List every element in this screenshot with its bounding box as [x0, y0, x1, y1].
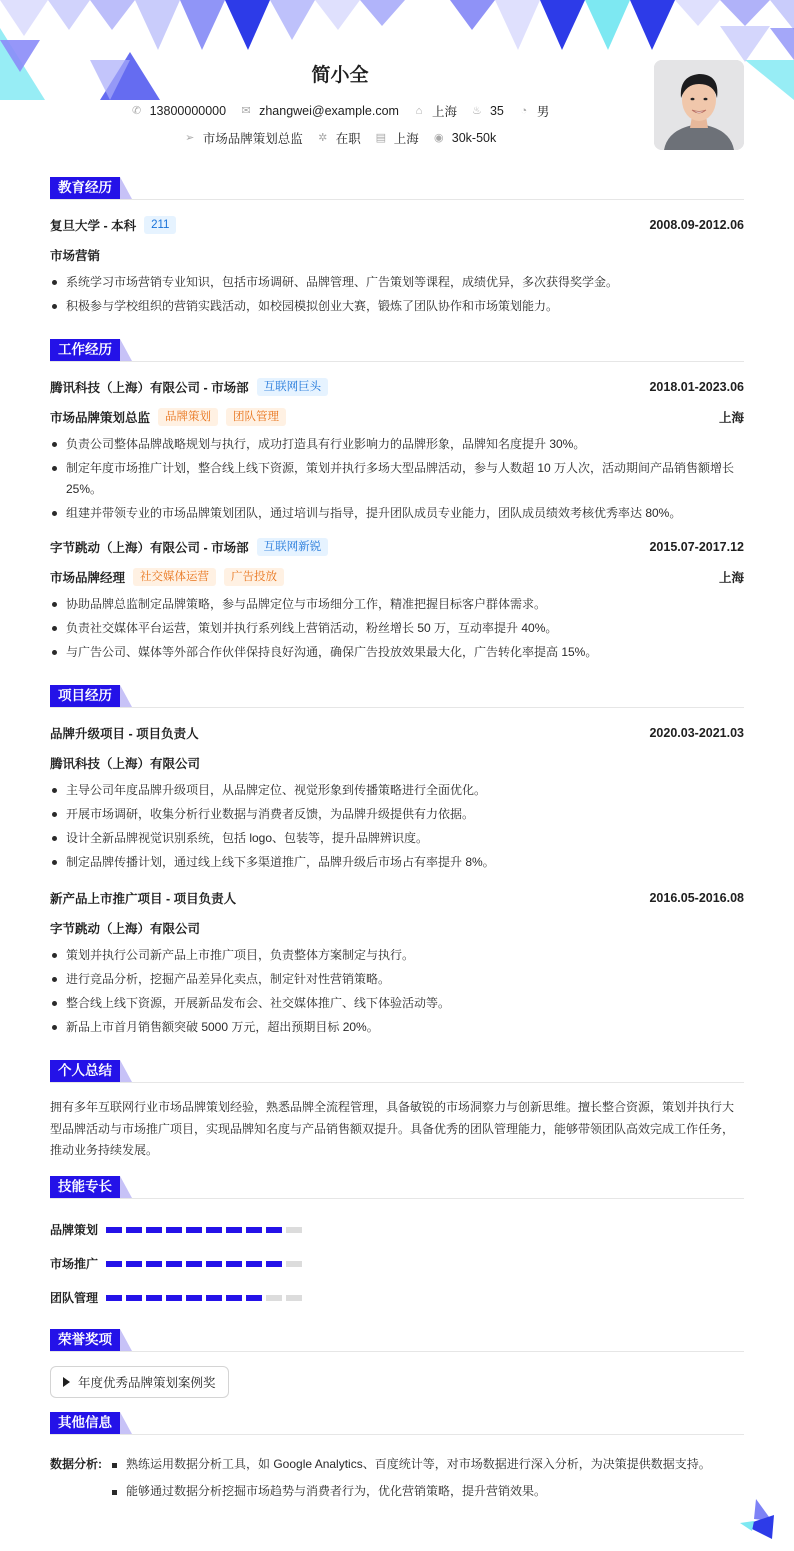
list-item: 主导公司年度品牌升级项目，从品牌定位、视觉形象到传播策略进行全面优化。 — [50, 780, 744, 801]
school-name: 复旦大学 - 本科 — [50, 219, 137, 233]
other-list — [110, 1451, 711, 1505]
gender-item — [518, 102, 550, 120]
award-item[interactable] — [50, 1366, 229, 1398]
list-item: 负责公司整体品牌战略规划与执行，成功打造具有行业影响力的品牌形象，品牌知名度提升 30%。 — [50, 434, 744, 455]
list-item: 组建并带领专业的市场品牌策划团队，通过培训与指导，提升团队成员专业能力，团队成员绩效考核优秀率达 80%。 — [50, 503, 744, 524]
other-title: 其他信息 — [50, 1412, 120, 1434]
skill-level-segment — [206, 1227, 222, 1233]
skill-level-segment — [106, 1295, 122, 1301]
phone-item — [131, 104, 226, 118]
list-item: 新品上市首月销售额突破 5000 万元，超出预期目标 20%。 — [50, 1017, 744, 1038]
skill-level-bar — [106, 1261, 306, 1267]
status-item — [317, 129, 361, 147]
skills-section — [50, 1176, 744, 1315]
other-section — [50, 1412, 744, 1505]
skill-level-segment — [186, 1295, 202, 1301]
project-org-row — [50, 748, 744, 778]
projects-title: 项目经历 — [50, 685, 120, 707]
skill-level-segment — [266, 1295, 282, 1301]
skill-level-segment — [266, 1227, 282, 1233]
role-tag: 社交媒体运营 — [133, 568, 216, 586]
role-tag: 品牌策划 — [158, 408, 218, 426]
work-bullets — [50, 434, 744, 524]
project-entry-header — [50, 718, 744, 748]
target-city-value: 上海 — [393, 132, 419, 146]
project-date: 2020.03-2021.03 — [649, 726, 744, 740]
skill-name: 品牌策划 — [50, 1223, 99, 1237]
company-tag: 互联网新锐 — [257, 538, 329, 556]
list-item: 积极参与学校组织的营销实践活动，如校园模拟创业大赛，锻炼了团队协作和市场策划能力。 — [50, 296, 744, 317]
skill-level-segment — [226, 1295, 242, 1301]
skill-item — [50, 1247, 403, 1281]
phone-value: 13800000000 — [149, 104, 227, 118]
avatar-icon — [654, 60, 744, 150]
skill-name: 市场推广 — [50, 1257, 99, 1271]
email-icon: ✉ — [241, 105, 251, 117]
summary-section — [50, 1060, 744, 1162]
skill-level-segment — [146, 1295, 162, 1301]
company-name: 腾讯科技（上海）有限公司 - 市场部 — [50, 381, 249, 395]
skill-level-segment — [246, 1261, 262, 1267]
job-title: 市场品牌策划总监 — [50, 411, 151, 425]
other-label: 数据分析: — [50, 1456, 102, 1471]
salary-value: 30k-50k — [451, 131, 497, 145]
projects-heading — [50, 685, 744, 708]
project-name: 新产品上市推广项目 - 项目负责人 — [50, 892, 237, 906]
skill-level-segment — [286, 1227, 302, 1233]
skill-level-segment — [226, 1227, 242, 1233]
summary-text: 拥有多年互联网行业市场品牌策划经验，熟悉品牌全流程管理，具备敏锐的市场洞察力与创新思维。擅长整合资源，策划并执行大型品牌活动与市场推广项目，实现品牌知名度与产品销售额双提升。具备优秀的团队管理能力，能够带领团队高效完成工作任务，推动业务持续发展。 — [50, 1100, 735, 1157]
major-row — [50, 240, 744, 270]
salary-item — [433, 131, 496, 145]
skill-level-segment — [286, 1261, 302, 1267]
skill-level-segment — [166, 1227, 182, 1233]
target-city-item — [375, 129, 419, 147]
skills-list — [50, 1209, 744, 1315]
skill-level-bar — [106, 1227, 306, 1233]
projects-section — [50, 685, 744, 1038]
skill-level-bar — [106, 1295, 306, 1301]
role-tag: 团队管理 — [226, 408, 286, 426]
work-bullets — [50, 594, 744, 663]
list-item: 熟练运用数据分析工具，如 Google Analytics、百度统计等，对市场数据进行深入分析，为决策提供数据支持。 — [110, 1451, 711, 1478]
coin-icon: ◉ — [433, 132, 444, 144]
skill-level-segment — [106, 1227, 122, 1233]
summary-heading — [50, 1060, 744, 1083]
list-item: 策划并执行公司新产品上市推广项目，负责整体方案制定与执行。 — [50, 945, 744, 966]
list-item: 制定品牌传播计划，通过线上线下多渠道推广，品牌升级后市场占有率提升 8%。 — [50, 852, 744, 873]
skill-level-segment — [166, 1295, 182, 1301]
status-icon: ✲ — [318, 132, 328, 144]
other-heading — [50, 1412, 744, 1435]
summary-title: 个人总结 — [50, 1060, 120, 1082]
award-name: 年度优秀品牌策划案例奖 — [78, 1375, 216, 1390]
company-name: 字节跳动（上海）有限公司 - 市场部 — [50, 541, 249, 555]
skill-level-segment — [206, 1295, 222, 1301]
skill-level-segment — [226, 1261, 242, 1267]
skill-level-segment — [206, 1261, 222, 1267]
send-icon: ➢ — [185, 132, 195, 144]
skill-level-segment — [146, 1227, 162, 1233]
list-item: 制定年度市场推广计划，整合线上线下资源，策划并执行多场大型品牌活动，参与人数超 10 万人次，活动期间产品销售额增长 25%。 — [50, 458, 744, 500]
awards-heading — [50, 1329, 744, 1352]
list-item: 开展市场调研，收集分析行业数据与消费者反馈，为品牌升级提供有力依据。 — [50, 804, 744, 825]
list-item: 整合线上线下资源，开展新品发布会、社交媒体推广、线下体验活动等。 — [50, 993, 744, 1014]
skill-level-segment — [126, 1261, 142, 1267]
skills-heading — [50, 1176, 744, 1199]
email-value: zhangwei@example.com — [259, 104, 399, 118]
education-heading — [50, 177, 744, 200]
work-role-row — [50, 562, 744, 592]
skill-level-segment — [286, 1295, 302, 1301]
job-title: 市场品牌经理 — [50, 571, 126, 585]
skill-level-segment — [126, 1227, 142, 1233]
education-title: 教育经历 — [50, 177, 120, 199]
major-name: 市场营销 — [50, 249, 101, 263]
other-info — [50, 1445, 744, 1505]
list-item: 协助品牌总监制定品牌策略，参与品牌定位与市场细分工作，精准把握目标客户群体需求。 — [50, 594, 744, 615]
company-tag: 互联网巨头 — [257, 378, 329, 396]
education-entry-header — [50, 210, 744, 240]
skills-title: 技能专长 — [50, 1176, 120, 1198]
work-title: 工作经历 — [50, 339, 120, 361]
city-value: 上海 — [431, 105, 457, 119]
profile-photo — [654, 60, 744, 150]
project-org: 字节跳动（上海）有限公司 — [50, 922, 201, 936]
work-entry-header — [50, 532, 744, 562]
role-tag: 广告投放 — [224, 568, 284, 586]
skill-level-segment — [126, 1295, 142, 1301]
footer-decoration — [740, 1499, 780, 1541]
resume-body — [50, 177, 744, 1519]
list-item: 与广告公司、媒体等外部合作伙伴保持良好沟通，确保广告投放效果最大化，广告转化率提高 15%。 — [50, 642, 744, 663]
city-item — [413, 102, 457, 120]
candidate-name: 简小全 — [311, 65, 369, 86]
skill-level-segment — [146, 1261, 162, 1267]
awards-section — [50, 1329, 744, 1398]
work-role-row — [50, 402, 744, 432]
work-section — [50, 339, 744, 663]
school-tag: 211 — [144, 216, 176, 234]
building-icon: ▤ — [375, 132, 386, 144]
skill-level-segment — [186, 1227, 202, 1233]
education-date: 2008.09-2012.06 — [649, 218, 744, 232]
project-entry-header — [50, 883, 744, 913]
skill-name: 团队管理 — [50, 1291, 99, 1305]
awards-title: 荣誉奖项 — [50, 1329, 120, 1351]
list-item: 系统学习市场营销专业知识，包括市场调研、品牌管理、广告策划等课程，成绩优异，多次获得奖学金。 — [50, 272, 744, 293]
work-date: 2018.01-2023.06 — [649, 380, 744, 394]
email-item — [240, 104, 399, 118]
project-bullets — [50, 945, 744, 1038]
list-item: 设计全新品牌视觉识别系统，包括 logo、包装等，提升品牌辨识度。 — [50, 828, 744, 849]
home-icon: ⌂ — [415, 105, 423, 117]
job-intent-row — [0, 129, 680, 147]
project-bullets — [50, 780, 744, 873]
play-icon — [63, 1377, 70, 1387]
skill-level-segment — [266, 1261, 282, 1267]
skill-level-segment — [246, 1227, 262, 1233]
education-bullets — [50, 272, 744, 317]
list-item: 进行竞品分析，挖掘产品差异化卖点，制定针对性营销策略。 — [50, 969, 744, 990]
work-date: 2015.07-2017.12 — [649, 540, 744, 554]
work-location: 上海 — [718, 411, 744, 425]
project-date: 2016.05-2016.08 — [649, 891, 744, 905]
skill-level-segment — [106, 1261, 122, 1267]
status-value: 在职 — [335, 132, 361, 146]
age-item — [471, 104, 504, 118]
project-org-row — [50, 913, 744, 943]
list-item: 能够通过数据分析挖掘市场趋势与消费者行为，优化营销策略，提升营销效果。 — [110, 1478, 711, 1505]
contact-row — [0, 102, 680, 120]
project-org: 腾讯科技（上海）有限公司 — [50, 757, 201, 771]
list-item: 负责社交媒体平台运营，策划并执行系列线上营销活动，粉丝增长 50 万，互动率提升 40%。 — [50, 618, 744, 639]
gender-value: 男 — [536, 105, 550, 119]
job-target-item — [184, 129, 303, 147]
resume-header — [0, 0, 794, 165]
skill-item — [50, 1281, 403, 1315]
skill-level-segment — [186, 1261, 202, 1267]
education-section — [50, 177, 744, 317]
skill-item — [50, 1213, 403, 1247]
work-entry-header — [50, 372, 744, 402]
work-heading — [50, 339, 744, 362]
skill-level-segment — [166, 1261, 182, 1267]
work-location: 上海 — [718, 571, 744, 585]
gender-icon: ◔ — [520, 105, 528, 117]
cake-icon: ♨ — [472, 105, 482, 117]
age-value: 35 — [489, 104, 504, 118]
phone-icon: ✆ — [132, 105, 142, 117]
job-target-value: 市场品牌策划总监 — [202, 132, 303, 146]
project-name: 品牌升级项目 - 项目负责人 — [50, 727, 199, 741]
skill-level-segment — [246, 1295, 262, 1301]
